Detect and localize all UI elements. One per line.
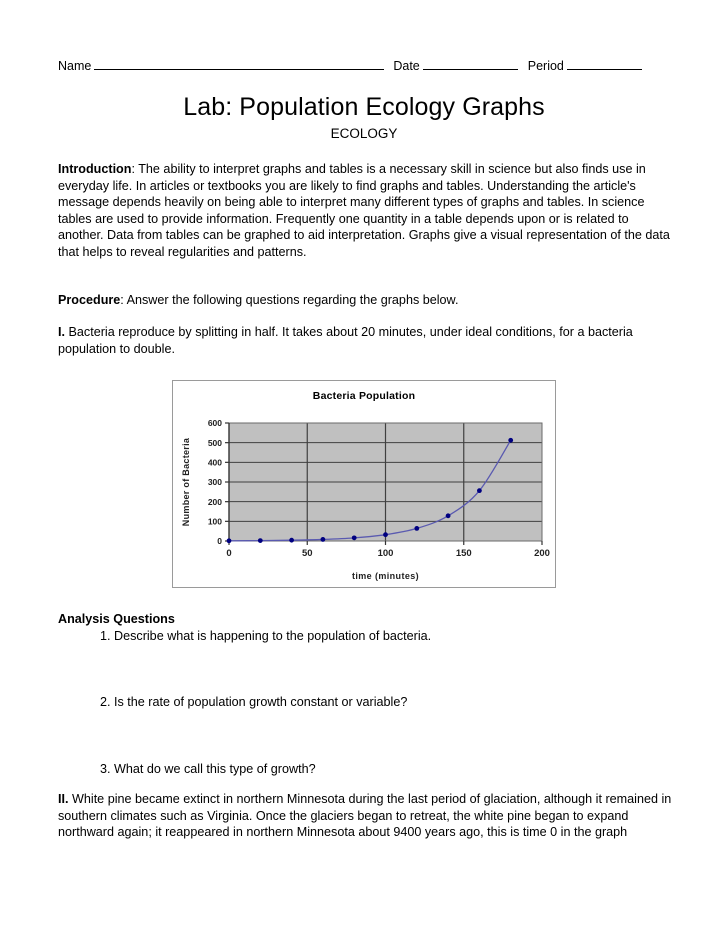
period-blank[interactable] <box>567 58 642 70</box>
name-label: Name <box>58 59 92 73</box>
period-label: Period <box>527 59 564 73</box>
y-axis-tick-label: 100 <box>207 516 222 527</box>
header-fields <box>58 58 670 73</box>
x-axis-tick-label: 50 <box>301 548 313 559</box>
x-axis-tick-label: 200 <box>534 548 550 559</box>
data-point-marker <box>414 526 419 531</box>
y-axis-tick-label: 0 <box>217 536 222 547</box>
section-one-paragraph <box>58 324 673 357</box>
procedure-text: Answer the following questions regarding the graphs below. <box>126 293 459 307</box>
name-blank[interactable] <box>94 58 384 70</box>
data-point-marker <box>258 538 263 543</box>
y-axis-tick-label: 400 <box>207 457 222 468</box>
date-label: Date <box>393 59 420 73</box>
section-one-label: I. <box>58 325 65 339</box>
data-point-marker <box>446 513 451 518</box>
chart-plot-svg <box>173 381 555 587</box>
y-axis-label: Number of Bacteria <box>181 437 191 527</box>
data-point-marker <box>227 538 232 543</box>
analysis-questions-heading: Analysis Questions <box>58 612 175 626</box>
data-point-marker <box>383 532 388 537</box>
x-axis-tick-label: 0 <box>226 548 232 559</box>
x-axis-tick-label: 100 <box>377 548 394 559</box>
procedure-paragraph <box>58 292 673 309</box>
date-blank[interactable] <box>423 58 518 70</box>
y-axis-tick-label: 300 <box>207 477 222 488</box>
section-two-text: White pine became extinct in northern Minnesota during the last period of glaciation, although it remained in southern climates such as Virginia. Once the glaciers began to retreat, the white pine began to expand northward again; it reappeared in northern Minnesota about 9400 years ago, this is time 0 in the graph <box>58 792 672 840</box>
analysis-question-1: 1. Describe what is happening to the population of bacteria. <box>100 629 432 643</box>
data-point-marker <box>508 438 513 443</box>
data-point-marker <box>477 488 482 493</box>
analysis-question-2: 2. Is the rate of population growth constant or variable? <box>100 695 408 709</box>
section-two-label: II. <box>58 792 69 806</box>
data-point-marker <box>321 537 326 542</box>
data-point-marker <box>289 538 294 543</box>
page-title: Lab: Population Ecology Graphs <box>183 93 545 121</box>
y-axis-tick-label: 500 <box>207 437 222 448</box>
section-one-text: Bacteria reproduce by splitting in half. It takes about 20 minutes, under ideal conditions, for a bacteria population to double. <box>58 325 633 356</box>
y-axis-tick-label: 600 <box>207 418 222 429</box>
data-point-marker <box>352 535 357 540</box>
y-axis-tick-label: 200 <box>207 496 222 507</box>
page-subtitle: ECOLOGY <box>330 126 398 141</box>
procedure-separator: : <box>120 293 127 307</box>
section-two-paragraph <box>58 791 676 841</box>
chart-title: Bacteria Population <box>312 390 416 402</box>
x-axis-label: time (minutes) <box>351 571 420 581</box>
procedure-label: Procedure <box>58 293 121 307</box>
introduction-paragraph <box>58 161 673 261</box>
introduction-label: Introduction <box>58 162 132 176</box>
x-axis-tick-label: 150 <box>455 548 472 559</box>
introduction-separator: : <box>131 162 139 176</box>
bacteria-population-chart <box>172 380 556 588</box>
introduction-text: The ability to interpret graphs and tables is a necessary skill in science but also finds use in everyday life. In articles or textbooks you are likely to find graphs and tables. Understanding the article's message depends heavily on being able to interpret many different types of graphs and tables. In science tables are used to provide information. Frequently one quantity in a table depends upon or is related to another. Data from tables can be graphed to aid interpretation. Graphs give a visual representation of the data that helps to reveal regularities and patterns. <box>58 162 670 259</box>
analysis-question-3: 3. What do we call this type of growth? <box>100 762 316 776</box>
